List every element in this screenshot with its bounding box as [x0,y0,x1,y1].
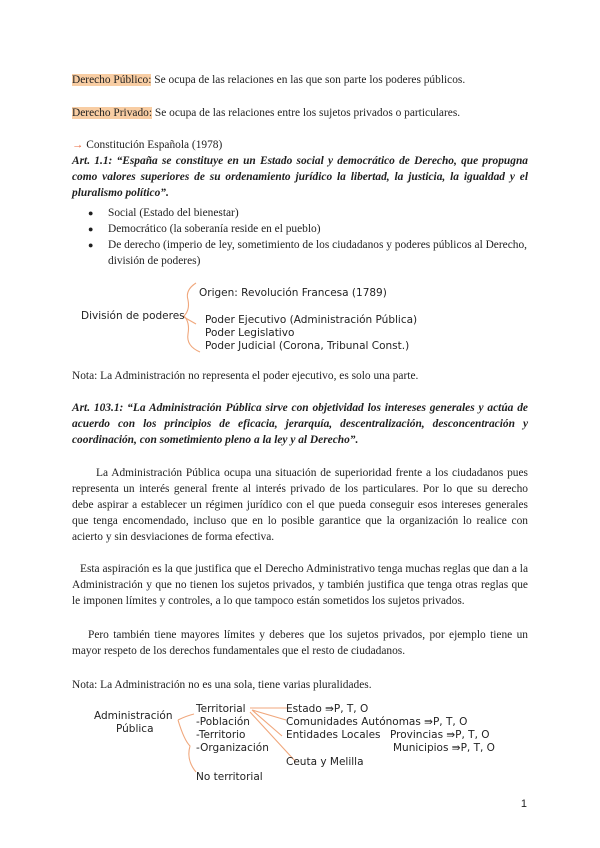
list-item: ● Democrático (la soberanía reside en el pueblo) [88,223,321,235]
admin-label-line1: Administración [94,710,173,722]
term-derecho-privado: Derecho Privado: [72,107,153,119]
article-1-1: Art. 1.1: “España se constituye en un Estado social y democrático de Derecho, que propugna como valores superiores de su ordenamiento jurídico la libertad, la justicia, la igualdad y el pluralismo político”. [72,155,528,199]
admin-territorial: Territorial [196,703,246,715]
bullet-icon: ● [88,224,94,234]
admin-municipios: Municipios ⇛P, T, O [393,742,495,754]
page-number: 1 [520,798,527,810]
admin-organizacion: -Organización [196,742,269,754]
division-label: División de poderes [81,310,185,322]
nota-pluralidades: Nota: La Administración no es una sola, tiene varias pluralidades. [72,679,372,691]
admin-estado: Estado ⇛P, T, O [286,703,369,715]
poder-legislativo: Poder Legislativo [205,327,295,339]
bullet-icon: ● [88,208,94,218]
paragraph-limites: Pero también tiene mayores límites y deberes que los sujetos privados, por ejemplo tiene un mayor respeto de los derechos fundamentales que el resto de ciudadanos. [72,629,528,657]
admin-no-territorial: No territorial [196,771,263,783]
admin-comunidades: Comunidades Autónomas ⇛P, T, O [286,716,468,728]
admin-ceuta-melilla: Ceuta y Melilla [286,756,364,768]
list-item: ● Social (Estado del bienestar) [88,207,239,219]
constitucion-title: Constitución Española (1978) [83,139,223,151]
article-103-1: Art. 103.1: “La Administración Pública sirve con objetividad los intereses generales y actúa de acuerdo con los principios de eficacia, jerarquía, descentralización, desconcentración y coordinación, con sometimiento pleno a la ley y al Derecho”. [72,402,528,446]
poder-judicial: Poder Judicial (Corona, Tribunal Const.) [205,340,410,352]
admin-label-line2: Pública [116,723,154,735]
admin-territorio: -Territorio [196,729,246,741]
division-origen: Origen: Revolución Francesa (1789) [199,287,387,299]
paragraph-superioridad: La Administración Pública ocupa una situación de superioridad frente a los ciudadanos pues representa un interés general frente al interés privado de los particulares. Por lo que su derecho debe aspirar a establecer un régimen jurídico con el que pueda conseguir esos intereses generales que tenga encomendado, incluso que en lo posible garantice que la organización lo realice con acierto y sin desviaciones de forma efectiva. [72,467,528,543]
definition-text: Se ocupa de las relaciones en las que son parte los poderes públicos. [151,74,466,86]
definition-text: Se ocupa de las relaciones entre los sujetos privados o particulares. [152,107,461,119]
admin-poblacion: -Población [196,716,250,728]
admin-provincias: Provincias ⇛P, T, O [390,729,490,741]
admin-entidades: Entidades Locales [286,729,381,741]
list-item: ● De derecho (imperio de ley, sometimiento de los ciudadanos y poderes públicos al Derecho, división de poderes) [88,239,528,267]
paragraph-aspiracion: Esta aspiración es la que justifica que el Derecho Administrativo tenga muchas reglas que dan a la Administración y que no tienen los sujetos privados, y también justifica que tenga otras reglas que le imponen límites y controles, a lo que tampoco están sometidos los sujetos privados. [72,563,528,607]
term-derecho-publico: Derecho Público: [72,74,152,86]
poder-ejecutivo: Poder Ejecutivo (Administración Pública) [205,314,418,326]
nota-ejecutivo: Nota: La Administración no representa el poder ejecutivo, es solo una parte. [72,370,419,382]
bullet-icon: ● [88,240,94,250]
arrow-right-icon: → [72,139,84,151]
